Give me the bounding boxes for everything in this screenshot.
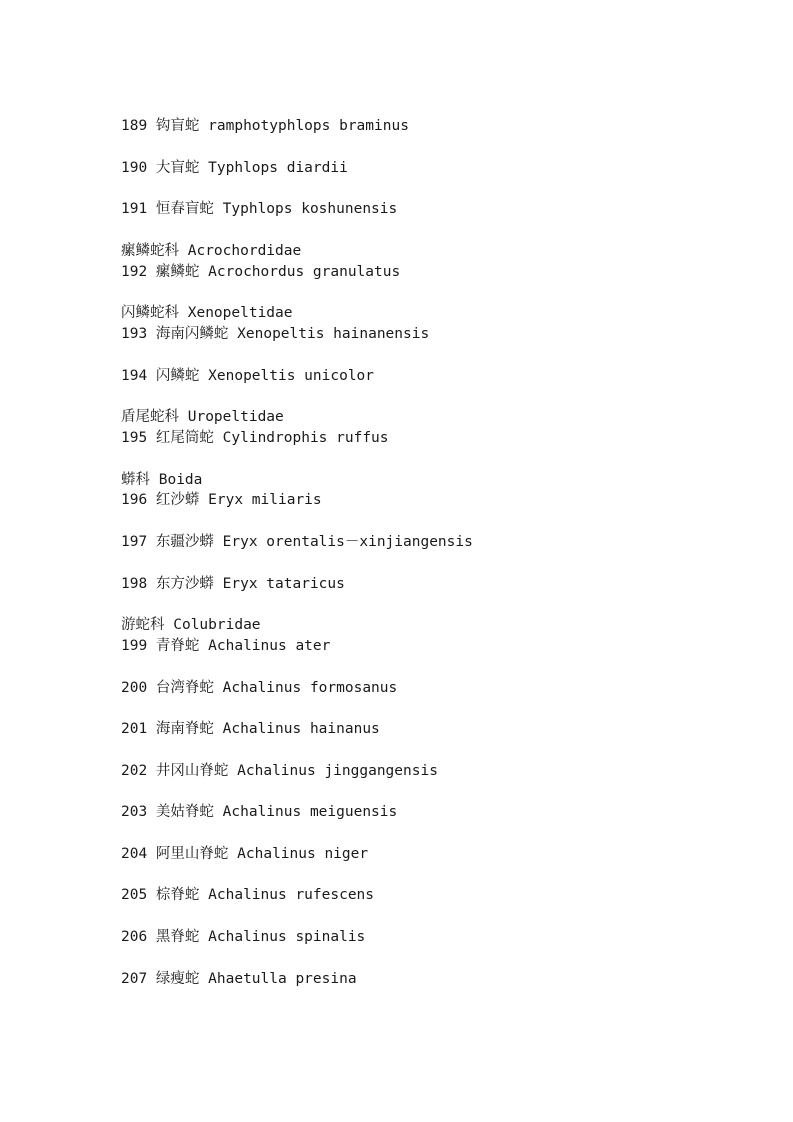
family-heading: 游蛇科 Colubridae [121,617,261,634]
blank-line [121,594,741,615]
species-entry: 189 钩盲蛇 ramphotyphlops braminus [121,118,409,134]
blank-line [121,449,741,470]
blank-line [121,740,741,761]
species-entry: 190 大盲蛇 Typhlops diardii [121,159,348,176]
species-entry: 203 美姑脊蛇 Achalinus meiguensis [121,804,398,821]
blank-line [121,282,741,303]
species-entry: 194 闪鳞蛇 Xenopeltis unicolor [121,367,375,384]
species-entry: 197 东疆沙蟒 Eryx orentalis－xinjiangensis [121,533,473,550]
species-entry: 195 红尾筒蛇 Cylindrophis ruffus [121,429,389,446]
species-entry: 200 台湾脊蛇 Achalinus formosanus [121,679,398,696]
family-heading: 蟒科 Boida [121,471,203,488]
species-entry: 204 阿里山脊蛇 Achalinus niger [121,845,369,862]
family-heading: 盾尾蛇科 Uropeltidae [121,409,284,426]
family-heading: 瘰鳞蛇科 Acrochordidae [121,242,302,259]
blank-line [121,220,741,241]
blank-line [121,178,741,199]
blank-line [121,345,741,366]
species-entry: 202 井冈山脊蛇 Achalinus jinggangensis [121,762,438,779]
species-entry: 196 红沙蟒 Eryx miliaris [121,492,322,509]
blank-line [121,698,741,719]
species-entry: 199 青脊蛇 Achalinus ater [121,637,331,654]
blank-line [121,948,741,969]
species-entry: 205 棕脊蛇 Achalinus rufescens [121,887,375,904]
species-entry: 206 黑脊蛇 Achalinus spinalis [121,929,366,946]
blank-line [121,906,741,927]
blank-line [121,553,741,574]
species-entry: 191 恒春盲蛇 Typhlops koshunensis [121,201,398,218]
blank-line [121,865,741,886]
blank-line [121,657,741,678]
blank-line [121,386,741,407]
blank-line [121,137,741,158]
document-body [121,116,741,989]
family-heading: 闪鳞蛇科 Xenopeltidae [121,305,293,322]
blank-line [121,782,741,803]
blank-line [121,511,741,532]
species-entry: 192 瘰鳞蛇 Acrochordus granulatus [121,263,401,280]
species-entry: 207 绿瘦蛇 Ahaetulla presina [121,970,357,987]
species-entry: 201 海南脊蛇 Achalinus hainanus [121,721,380,738]
species-entry: 193 海南闪鳞蛇 Xenopeltis hainanensis [121,325,430,342]
species-entry: 198 东方沙蟒 Eryx tataricus [121,575,345,592]
blank-line [121,823,741,844]
